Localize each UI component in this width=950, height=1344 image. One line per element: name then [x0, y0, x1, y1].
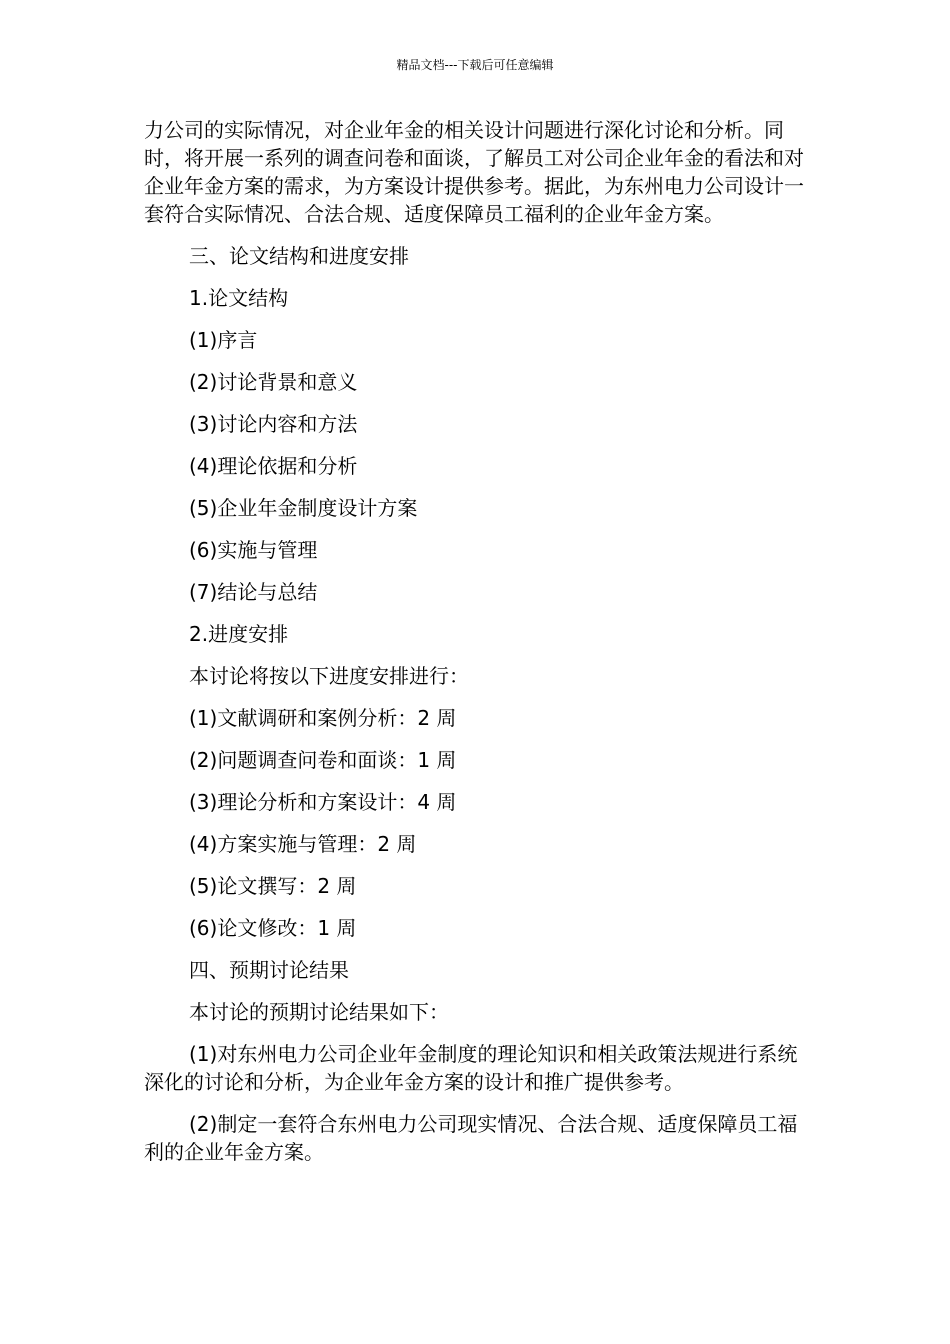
schedule-item: (4)方案实施与管理：2 周: [189, 832, 417, 856]
schedule-item: (5)论文撰写：2 周: [189, 874, 357, 898]
structure-item: (1)序言: [189, 328, 258, 352]
structure-item: (5)企业年金制度设计方案: [189, 496, 418, 520]
subheading-schedule: 2.进度安排: [189, 622, 289, 646]
schedule-item: (6)论文修改：1 周: [189, 916, 357, 940]
schedule-intro: 本讨论将按以下进度安排进行：: [189, 664, 469, 688]
structure-item: (2)讨论背景和意义: [189, 370, 358, 394]
structure-item: (6)实施与管理: [189, 538, 318, 562]
section-heading-structure-schedule: 三、论文结构和进度安排: [189, 244, 409, 268]
structure-item: (3)讨论内容和方法: [189, 412, 358, 436]
structure-item: (7)结论与总结: [189, 580, 318, 604]
structure-item: (4)理论依据和分析: [189, 454, 358, 478]
intro-paragraph: 力公司的实际情况，对企业年金的相关设计问题进行深化讨论和分析。同时，将开展一系列的调查问卷和面谈，了解员工对公司企业年金的看法和对企业年金方案的需求，为方案设计提供参考。据此，为东州电力公司设计一套符合实际情况、合法合规、适度保障员工福利的企业年金方案。: [144, 118, 804, 226]
section-heading-expected-results: 四、预期讨论结果: [189, 958, 349, 982]
results-intro: 本讨论的预期讨论结果如下：: [189, 1000, 449, 1024]
subheading-paper-structure: 1.论文结构: [189, 286, 289, 310]
document-body: [144, 116, 804, 1180]
result-item: (2)制定一套符合东州电力公司现实情况、合法合规、适度保障员工福利的企业年金方案。: [144, 1112, 798, 1164]
schedule-item: (3)理论分析和方案设计：4 周: [189, 790, 457, 814]
page-header: 精品文档---下载后可任意编辑: [396, 58, 554, 72]
schedule-item: (1)文献调研和案例分析：2 周: [189, 706, 457, 730]
result-item: (1)对东州电力公司企业年金制度的理论知识和相关政策法规进行系统深化的讨论和分析，为企业年金方案的设计和推广提供参考。: [144, 1042, 798, 1094]
schedule-item: (2)问题调查问卷和面谈：1 周: [189, 748, 457, 772]
